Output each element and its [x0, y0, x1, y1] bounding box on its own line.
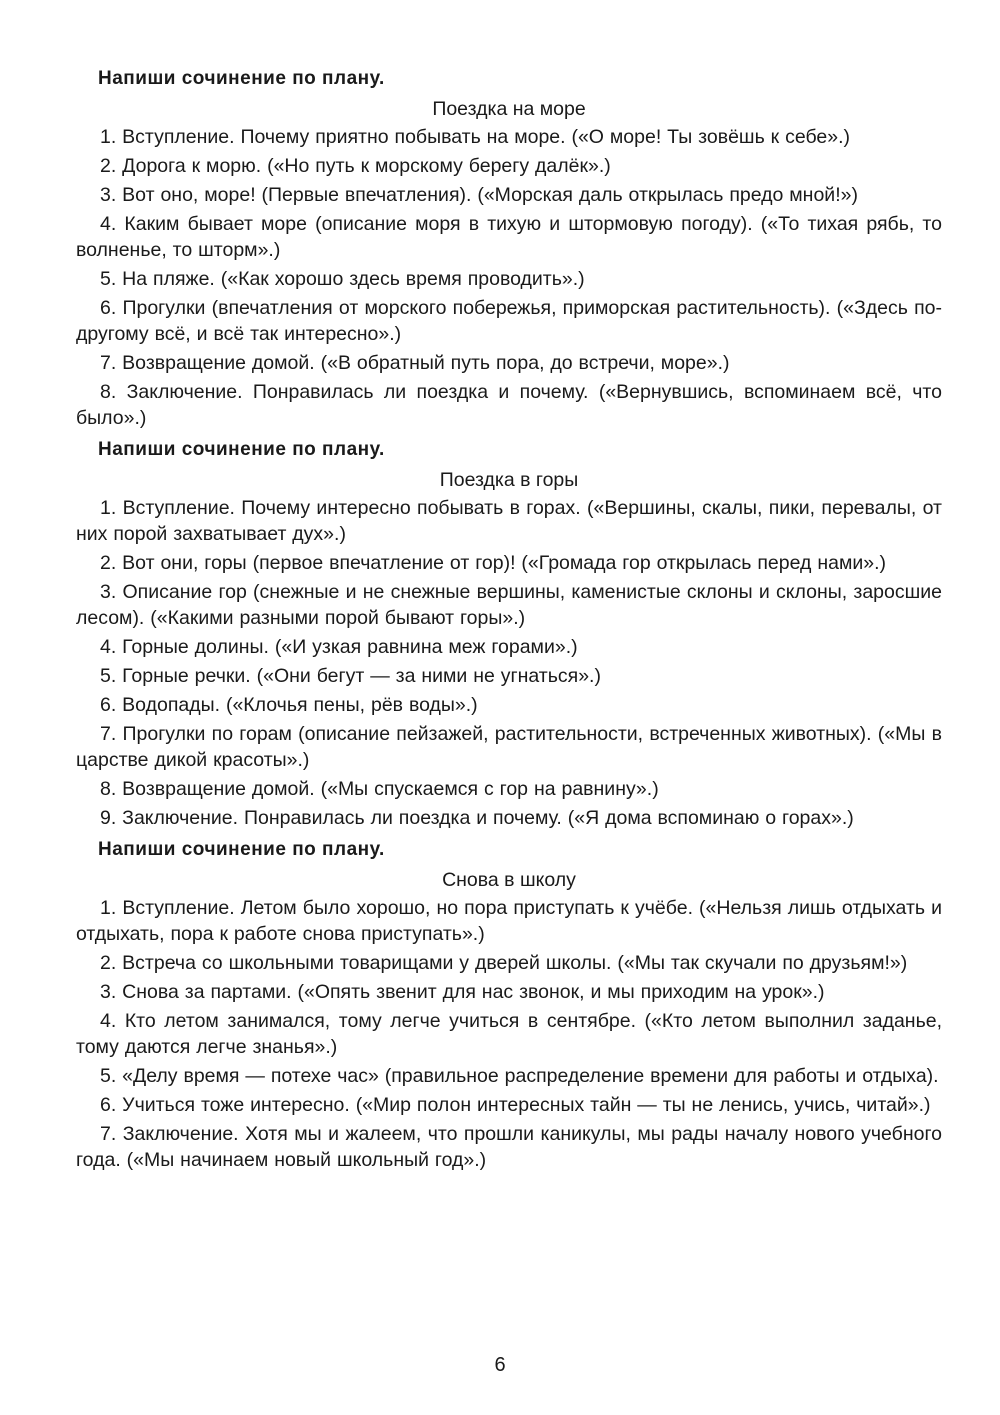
- plan-item: 3. Описание гор (снежные и не снежные вершины, каменистые склоны и склоны, заросшие лесом). («Какими разными порой бывают горы».): [76, 581, 942, 629]
- essay-title: Снова в школу: [442, 869, 576, 891]
- plan-item: 1. Вступление. Почему интересно побывать в горах. («Вершины, скалы, пики, перевалы, от них порой захватывает дух».): [76, 497, 942, 545]
- plan-item: 2. Встреча со школьными товарищами у дверей школы. («Мы так скучали по друзьям!»): [100, 952, 908, 974]
- task-heading: Напиши сочинение по плану.: [98, 439, 385, 460]
- plan-item: 8. Заключение. Понравилась ли поездка и почему. («Вернувшись, вспоминаем всё, что было».): [76, 381, 942, 429]
- task-heading: Напиши сочинение по плану.: [98, 68, 385, 89]
- essay-title: Поездка на море: [432, 98, 586, 120]
- plan-item: 6. Водопады. («Клочья пены, рёв воды».): [100, 694, 478, 716]
- essay-title: Поездка в горы: [439, 469, 579, 491]
- section-school: [76, 837, 942, 1173]
- plan-item: 3. Вот оно, море! (Первые впечатления). («Морская даль открылась предо мной!»): [100, 184, 858, 206]
- plan-item: 1. Вступление. Почему приятно побывать на море. («О море! Ты зовёшь к себе».): [100, 126, 851, 148]
- plan-item: 5. «Делу время — потехе час» (правильное распределение времени для работы и отдыха).: [100, 1065, 939, 1087]
- plan-item: 1. Вступление. Летом было хорошо, но пора приступать к учёбе. («Нельзя лишь отдыхать и отдыхать, пора к работе снова приступать».): [76, 897, 942, 945]
- plan-item: 7. Возвращение домой. («В обратный путь пора, до встречи, море».): [100, 352, 730, 374]
- plan-item: 3. Снова за партами. («Опять звенит для нас звонок, и мы приходим на урок».): [100, 981, 825, 1003]
- section-sea: [76, 66, 942, 431]
- task-heading: Напиши сочинение по плану.: [98, 839, 385, 860]
- plan-item: 6. Прогулки (впечатления от морского побережья, приморская растительность). («Здесь по-другому всё, и всё так интересно».): [76, 297, 942, 345]
- plan-item: 6. Учиться тоже интересно. («Мир полон интересных тайн — ты не ленись, учись, читай».): [100, 1094, 931, 1116]
- plan-item: 2. Вот они, горы (первое впечатление от гор)! («Громада гор открылась перед нами».): [100, 552, 886, 574]
- section-mountains: [76, 437, 942, 831]
- plan-item: 5. Горные речки. («Они бегут — за ними не угнаться».): [100, 665, 601, 687]
- plan-item: 9. Заключение. Понравилась ли поездка и почему. («Я дома вспоминаю о горах».): [100, 807, 854, 829]
- page-number: 6: [494, 1354, 506, 1376]
- plan-item: 4. Каким бывает море (описание моря в тихую и штормовую погоду). («То тихая рябь, то волненье, то шторм».): [76, 213, 942, 261]
- plan-item: 7. Заключение. Хотя мы и жалеем, что прошли каникулы, мы рады началу нового учебного года. («Мы начинаем новый школьный год».): [76, 1123, 942, 1171]
- plan-item: 7. Прогулки по горам (описание пейзажей, растительности, встреченных животных). («Мы в царстве дикой красоты».): [76, 723, 942, 771]
- plan-item: 5. На пляже. («Как хорошо здесь время проводить».): [100, 268, 585, 290]
- plan-item: 4. Кто летом занимался, тому легче учиться в сентябре. («Кто летом выполнил заданье, тому даются легче знанья».): [76, 1010, 942, 1058]
- plan-item: 2. Дорога к морю. («Но путь к морскому берегу далёк».): [100, 155, 611, 177]
- plan-item: 8. Возвращение домой. («Мы спускаемся с гор на равнину».): [100, 778, 659, 800]
- plan-item: 4. Горные долины. («И узкая равнина меж горами».): [100, 636, 578, 658]
